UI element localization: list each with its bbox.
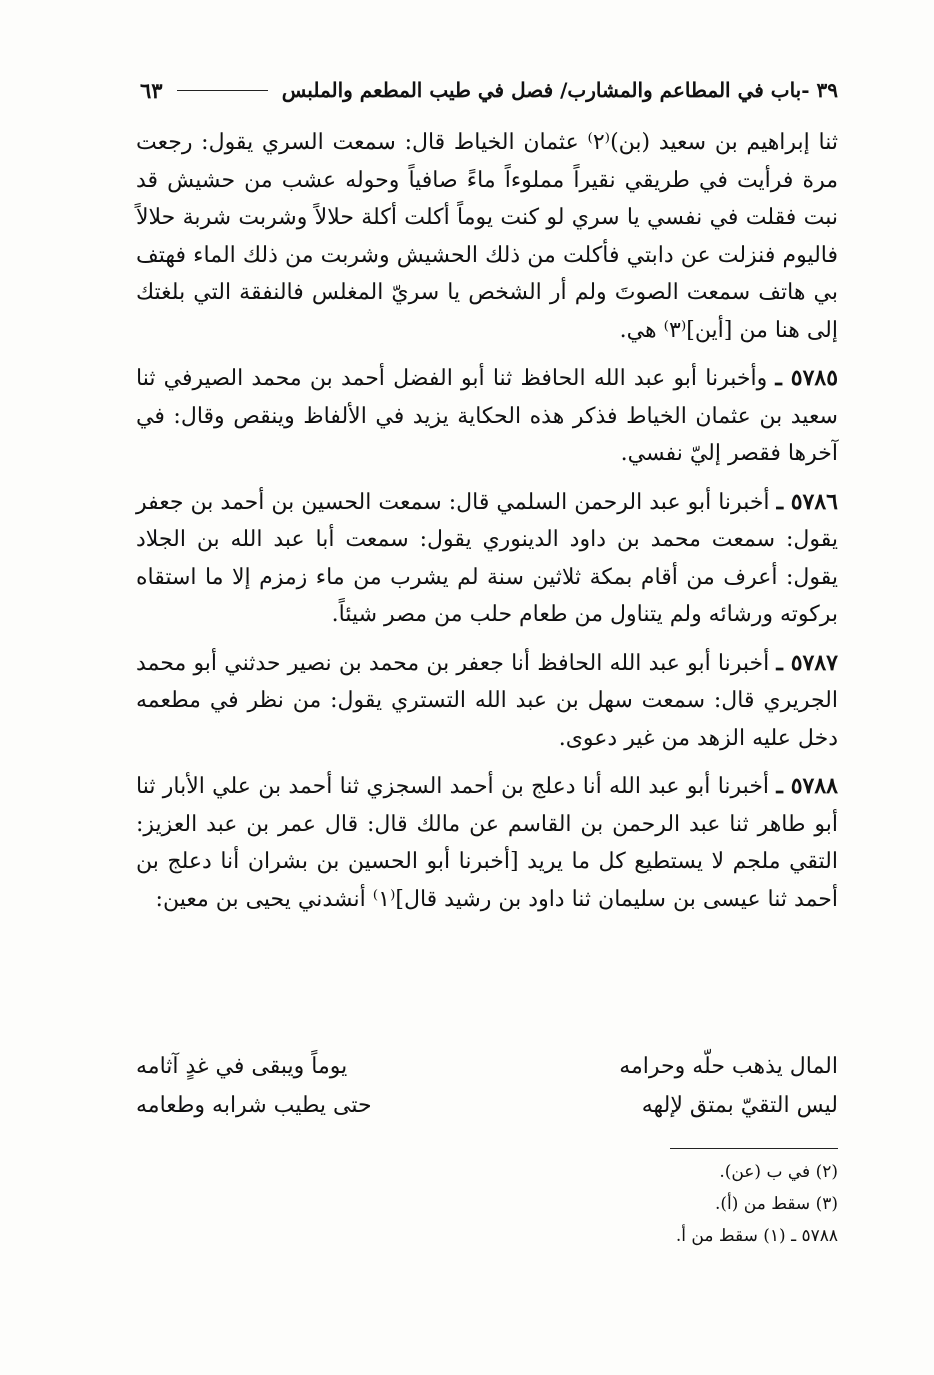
hadith-number: ٥٧٨٧ ـ [776,649,838,676]
page-number: ٦٣ [140,77,163,103]
chapter-title: ٣٩ -باب في المطاعم والمشارب/ فصل في طيب المطعم والملبس [281,78,838,102]
hadith-5787 [136,645,838,758]
paragraph-text: ثنا إبراهيم بن سعيد (بن)⁽٢⁾ عثمان الخياط قال: سمعت السري يقول: رجعت مرة فرأيت في طريقي نقيراً مملوءاً ماءً صافياً وحوله عشب من حشيش قد نبت فقلت في نفسي يا سري لو كنت يوماً أكلت أكلة حلالاً وشربت شربة حلالاً فاليوم فنزلت عن دابتي فأكلت من ذلك الحشيش وشربت من ذلك الماء فهتف بي هاتف سمعت الصوتَ ولم أر الشخص يا سريّ المغلس فالنفقة التي بلغتك إلى هنا من [أين]⁽٣⁾ هي. [136,130,838,343]
paragraph-text: وأخبرنا أبو عبد الله الحافظ ثنا أبو الفضل أحمد بن محمد الصيرفي ثنا سعيد بن عثمان الخياط فذكر هذه الحكاية يزيد في الألفاظ وينقص وقال: في آخرها فقصر إليّ نفسي. [136,366,838,466]
paragraph-text: أخبرنا أبو عبد الله الحافظ أنا جعفر بن محمد بن نصير حدثني أبو محمد الجريري قال: سمعت سهل بن عبد الله التستري يقول: من نظر في مطعمه دخل عليه الزهد من غير دعوى. [136,650,838,751]
verse-first-hemistich: المال يذهب حلّه وحرامه [619,1054,838,1079]
paragraph-text: أخبرنا أبو عبد الله أنا دعلج بن أحمد السجزي ثنا أحمد بن علي الأبار ثنا أبو طاهر ثنا عبد الرحمن بن القاسم عن مالك قال: قال عمر بن عبد العزيز: التقي ملجم لا يستطيع كل ما يريد [أخبرنا أبو الحسين بن بشران أنا دعلج بن أحمد ثنا عيسى بن سليمان ثنا داود بن رشيد قال]⁽١⁾ أنشدني يحيى بن معين: [136,774,838,912]
footnote: (٣) سقط من (أ). [714,1194,838,1214]
header-rule [177,90,268,91]
poem-verse [136,1050,838,1084]
hadith-5785 [136,360,838,473]
footnote-rule [670,1148,838,1149]
verse-second-hemistich: حتى يطيب شرابه وطعامه [136,1093,372,1118]
hadith-number: ٥٧٨٦ ـ [776,488,838,515]
paragraph-text: أخبرنا أبو عبد الرحمن السلمي قال: سمعت الحسين بن أحمد بن جعفر يقول: سمعت محمد بن داود الدينوري يقول: سمعت أبا عبد الله بن الجلاد يقول: أعرف من أقام بمكة ثلاثين سنة لم يشرب من ماء زمزم إلا ما استقاه بركوته ورشائه ولم يتناول من طعام حلب من مصر شيئاً. [136,489,838,627]
hadith-5788 [136,768,838,918]
verse-first-hemistich: ليس التقيّ بمتق لإلهه [641,1093,838,1118]
footnote: ٥٧٨٨ ـ (١) سقط من أ. [675,1226,838,1246]
hadith-number: ٥٧٨٥ ـ [775,365,839,391]
hadith-number: ٥٧٨٨ ـ [776,773,838,799]
poem-verse [136,1089,838,1123]
verse-second-hemistich: يوماً ويبقى في غدٍ آثامه [136,1054,348,1079]
running-header [140,70,838,110]
paragraph-continuation [136,124,838,349]
footnotes [520,1156,838,1252]
footnote: (٢) في ب (عن). [719,1162,838,1182]
hadith-5786 [136,484,838,634]
main-text [136,124,838,929]
